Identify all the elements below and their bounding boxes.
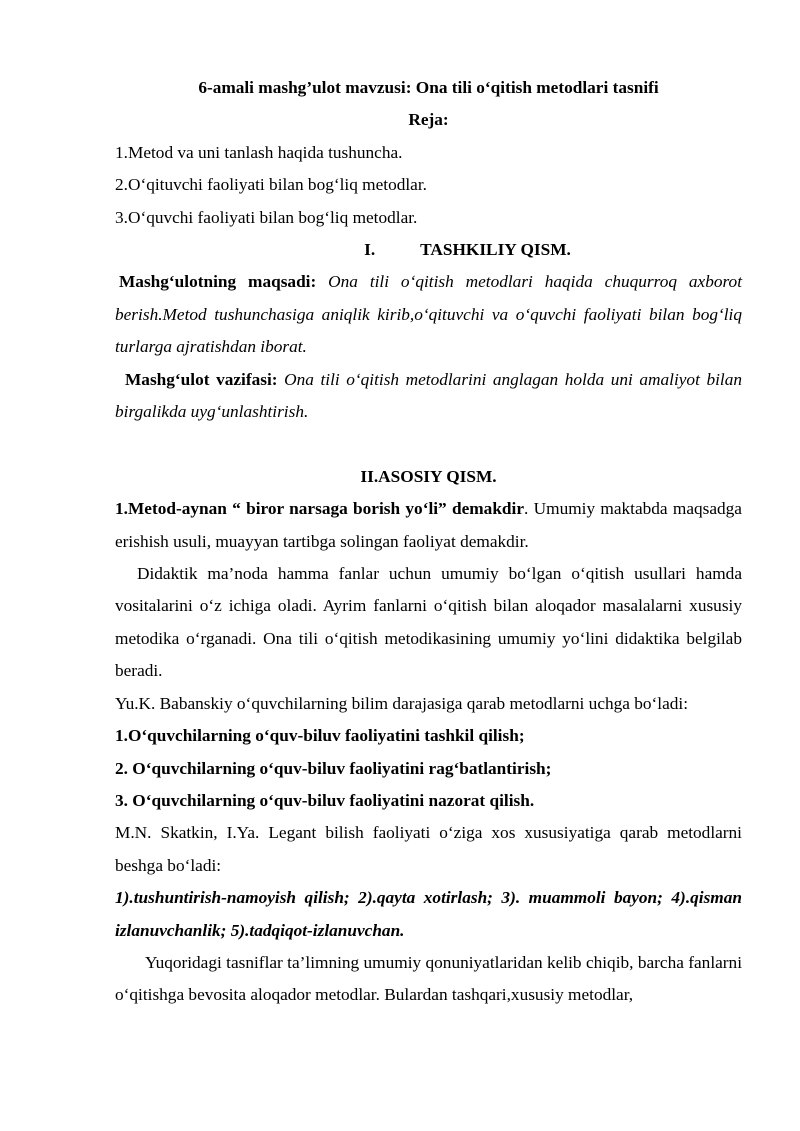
goal-label: Mashg‘ulotning maqsadi: xyxy=(119,272,317,292)
classification-paragraph: Yuqoridagi tasniflar ta’limning umumiy qonuniyatlaridan kelib chiqib, barcha fanlarni o‘qitishga bevosita aloqador metodlar. Bulardan tashqari,xususiy metodlar, xyxy=(115,952,742,1005)
skatkin-methods-list: 1).tushuntirish-namoyish qilish; 2).qayta xotirlash; 3). muammoli bayon; 4).qisman izlanuvchanlik; 5).tadqiqot-izlanuvchan. xyxy=(115,888,742,940)
section-heading-main: II.ASOSIY QISM. xyxy=(360,466,497,486)
method-definition-bold: 1.Metod-aynan “ biror narsaga borish yo‘li” demakdir xyxy=(115,499,525,519)
document-title: 6-amali mashg’ulot mavzusi: Ona tili o‘qitish metodlari tasnifi xyxy=(198,78,659,97)
plan-item: 1.Metod va uni tanlash haqida tushuncha. xyxy=(115,142,403,162)
plan-heading: Reja: xyxy=(408,110,449,130)
plan-item: 2.O‘qituvchi faoliyati bilan bog‘liq metodlar. xyxy=(115,175,427,195)
babanskiy-list-item: 1.O‘quvchilarning o‘quv-biluv faoliyatini tashkil qilish; xyxy=(115,726,525,746)
section-number: I. xyxy=(364,240,376,260)
task-label: Mashg‘ulot vazifasi: xyxy=(125,369,278,389)
document-page xyxy=(115,72,742,1012)
babanskiy-list-item: 2. O‘quvchilarning o‘quv-biluv faoliyatini rag‘batlantirish; xyxy=(115,758,552,778)
method-definition-paragraph xyxy=(115,493,742,558)
blank-line xyxy=(115,428,742,460)
plan-item: 3.O‘quvchi faoliyati bilan bog‘liq metodlar. xyxy=(115,207,418,227)
task-text: Ona tili o‘qitish metodlarini anglagan holda uni amaliyot bilan birgalikda uyg‘unlashtirish. xyxy=(115,369,742,422)
task-paragraph xyxy=(115,364,742,429)
goal-text: Ona tili o‘qitish metodlari haqida chuqurroq axborot berish.Metod tushunchasiga aniqlik kirib,o‘qituvchi va o‘quvchi faoliyati bilan bog‘liq turlarga ajratishdan iborat. xyxy=(115,272,742,357)
skatkin-paragraph: M.N. Skatkin, I.Ya. Legant bilish faoliyati o‘ziga xos xususiyatiga qarab metodlarni beshga bo‘ladi: xyxy=(115,823,742,875)
babanskiy-paragraph: Yu.K. Babanskiy o‘quvchilarning bilim darajasiga qarab metodlarni uchga bo‘ladi: xyxy=(115,693,689,713)
section-heading-organizational xyxy=(115,234,742,266)
babanskiy-list-item: 3. O‘quvchilarning o‘quv-biluv faoliyatini nazorat qilish. xyxy=(115,790,535,810)
method-definition-rest: . Umumiy maktabda maqsadga erishish usuli, muayyan tartibga solingan faoliyat demakdir. xyxy=(115,499,742,551)
didactic-paragraph: Didaktik ma’noda hamma fanlar uchun umumiy bo‘lgan o‘qitish usullari hamda vositalarini o‘z ichiga oladi. Ayrim fanlarni o‘qitish bilan aloqador masalalarni xususiy metodika o‘rganadi. Ona tili o‘qitish metodikasining umumiy yo‘lini didaktika belgilab beradi. xyxy=(115,564,742,681)
section-title: TASHKILIY QISM. xyxy=(420,240,571,260)
goal-paragraph xyxy=(115,266,742,363)
